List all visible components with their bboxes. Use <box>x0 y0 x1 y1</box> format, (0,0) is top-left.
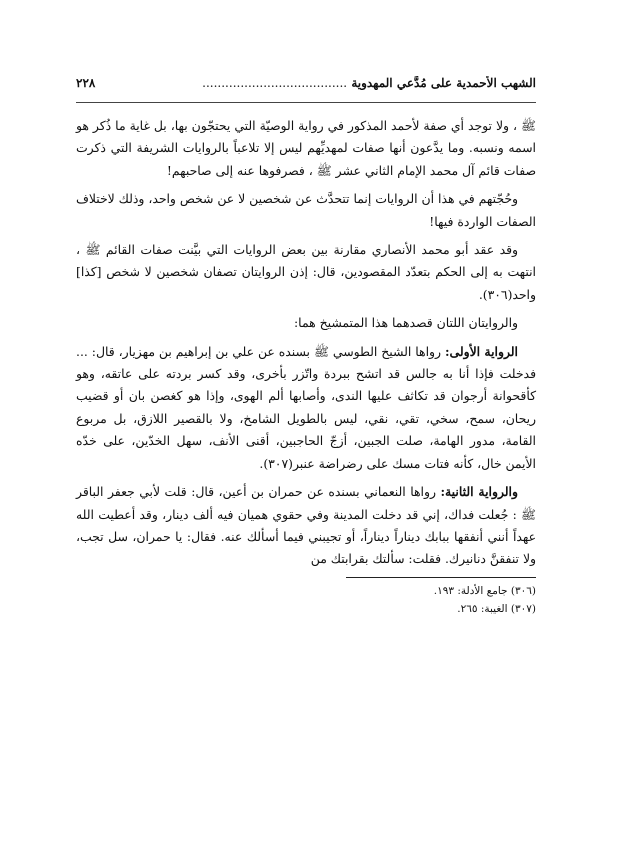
paragraph-2 <box>76 188 536 233</box>
book-page <box>76 76 536 796</box>
paragraph-1 <box>76 115 536 182</box>
paragraph-text: رواها الشيخ الطوسي ﷺ بسنده عن علي بن إبراهيم بن مهزيار، قال: ... فدخلت فإذا أنا به جالس قد اتشح ببردة واتّزر بأخرى، وقد كسر بردته على عاتقه، وهو كأقحوانة أرجوان قد تكاثف عليها الندى، وأصابها ألم الهوى، وإذا هو كغصن بان أو قضيب ريحان، سمح، سخي، تقي، نقي، ليس بالطويل الشامخ، ولا بالقصير اللازق، بل مربوع القامة، مدور الهامة، صلت الجبين، أزجّ الحاجبين، أقنى الأنف، سهل الخدّين، على خدّه الأيمن خال، كأنه فتات مسك على رضراضة عنبر(٣٠٧). <box>76 343 536 471</box>
footnote-307: (٣٠٧) الغيبة: ٢٦٥. <box>457 602 536 615</box>
running-header <box>76 76 536 103</box>
book-title: الشهب الأحمدية على مُدَّعي المهدوية <box>351 76 536 90</box>
footnotes <box>76 582 536 618</box>
paragraph-lead: والرواية الثانية: <box>440 484 518 500</box>
body-text <box>76 115 536 571</box>
page-number: ٢٢٨ <box>76 76 96 90</box>
paragraph-lead: الرواية الأولى: <box>444 343 519 359</box>
paragraph-4 <box>76 312 536 334</box>
paragraph-3 <box>76 239 536 306</box>
paragraph-5 <box>76 341 536 475</box>
footnote-306: (٣٠٦) جامع الأدلة: ١٩٣. <box>433 584 536 597</box>
header-dots: ...................................... <box>202 76 348 90</box>
paragraph-6 <box>76 481 536 571</box>
paragraph-text: والروايتان اللتان قصدهما هذا المتمشيخ هما: <box>294 315 518 331</box>
footnote-divider <box>346 577 536 578</box>
running-title <box>202 76 536 90</box>
paragraph-text: وقد عقد أبو محمد الأنصاري مقارنة بين بعض الروايات التي بيَّنت صفات القائم ﷺ ، انتهت به إلى الحكم بتعدّد المقصودين، قال: إذن الروايتان تصفان شخصين لا شخص [كذا] واحد(٣٠٦). <box>76 242 536 302</box>
paragraph-text: ﷺ ، ولا توجد أي صفة لأحمد المذكور في رواية الوصيّة التي يحتجّون بها، بل غاية ما ذُكر هو اسمه ونسبه. وما يدَّعون أنها صفات لمهديِّهم ليس إلا تلاعباً بالروايات الشريفة التي ذكرت صفات قائم آل محمد الإمام الثاني عشر ﷺ ، فصرفوها عنه إلى صاحبهم! <box>76 118 536 178</box>
paragraph-text: وحُجّتهم في هذا أن الروايات إنما تتحدَّث عن شخصين لا عن شخص واحد، وذلك لاختلاف الصفات الواردة فيها! <box>76 191 536 229</box>
paragraph-text: رواها النعماني بسنده عن حمران بن أعين، قال: قلت لأبي جعفر الباقر ﷺ : جُعلت فداك، إني قد دخلت المدينة وفي حقوي هميان فيه ألف دينار، وقد أعطيت الله عهداً أنني أنفقها ببابك ديناراً ديناراً، أو تجيبني فيما أسألك عنه. فقال: يا حمران، سل تجب، ولا تنفقنَّ دنانيرك. فقلت: سألتك بقرابتك من <box>76 484 536 567</box>
